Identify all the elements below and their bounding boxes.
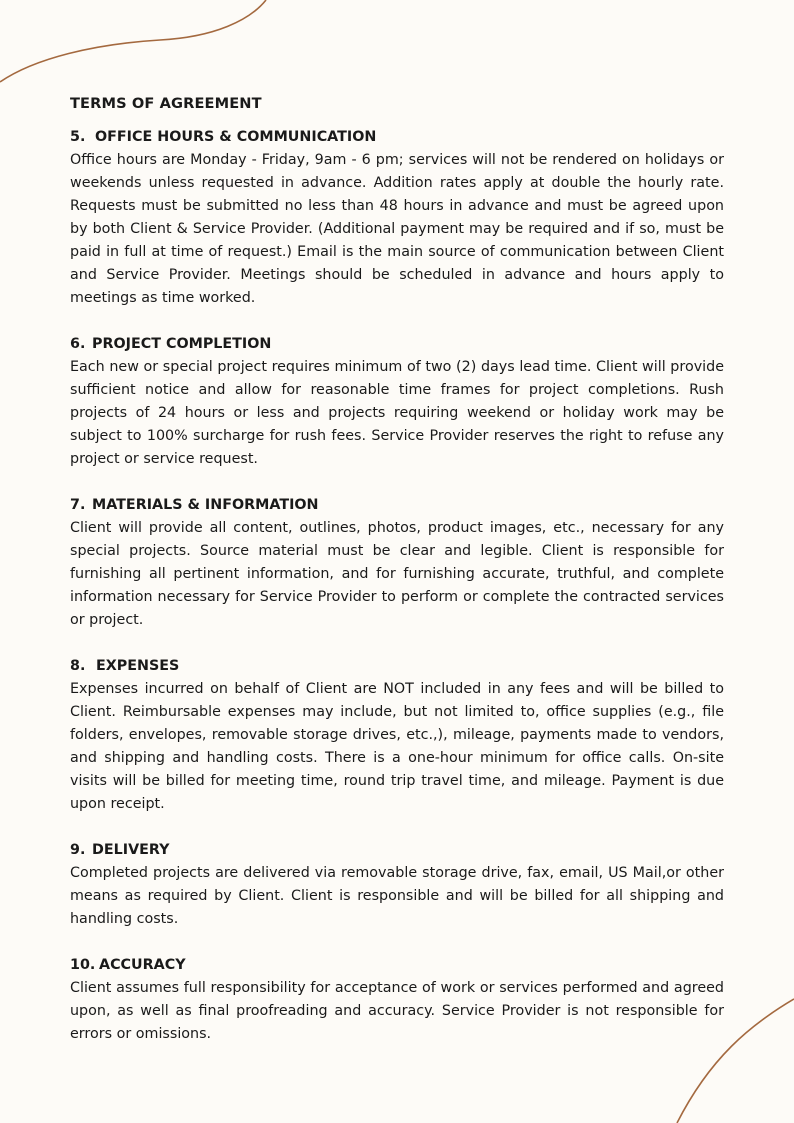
section-title: MATERIALS & INFORMATION [92, 497, 319, 513]
section-text: Client assumes full responsibility for acceptance of work or services performed and agreed upon, as well as final proofreading and accuracy. Service Provider is not responsible for errors or omissions. [70, 980, 724, 1042]
section-heading [70, 839, 724, 862]
document-body [70, 93, 724, 1069]
section-number: 8. [70, 658, 86, 674]
section-heading [70, 126, 724, 149]
section-text: Expenses incurred on behalf of Client are NOT included in any fees and will be billed to Client. Reimbursable expenses may include, but not limited to, office supplies (e.g., file folders, envelopes, removable storage drives, etc.,), mileage, payments made to vendors, and shipping and handling costs. There is a one-hour minimum for office calls. On-site visits will be billed for meeting time, round trip travel time, and mileage. Payment is due upon receipt. [70, 681, 724, 812]
section-heading [70, 494, 724, 517]
section-text: Client will provide all content, outlines, photos, product images, etc., necessary for any special projects. Source material must be clear and legible. Client is responsible for furnishing all pertinent information, and for furnishing accurate, truthful, and complete information necessary for Service Provider to perform or complete the contracted services or project. [70, 520, 724, 628]
section-title: DELIVERY [92, 842, 170, 858]
section-expenses [70, 655, 724, 816]
document-title: TERMS OF AGREEMENT [70, 95, 262, 112]
section-heading [70, 333, 724, 356]
section-number: 7. [70, 497, 86, 513]
section-text: Office hours are Monday - Friday, 9am - 6 pm; services will not be rendered on holidays or weekends unless requested in advance. Addition rates apply at double the hourly rate. Requests must be submitted no less than 48 hours in advance and must be agreed upon by both Client & Service Provider. (Additional payment may be required and if so, must be paid in full at time of request.) Email is the main source of communication between Client and Service Provider. Meetings should be scheduled in advance and hours apply to meetings as time worked. [70, 152, 724, 306]
section-text: Completed projects are delivered via removable storage drive, fax, email, US Mail,or other means as required by Client. Client is responsible and will be billed for all shipping and handling costs. [70, 865, 724, 927]
section-office-hours [70, 126, 724, 310]
section-title: PROJECT COMPLETION [92, 336, 272, 352]
section-delivery [70, 839, 724, 931]
section-accuracy [70, 954, 724, 1046]
section-title: OFFICE HOURS & COMMUNICATION [95, 129, 377, 145]
section-number: 5. [70, 129, 86, 145]
section-title: EXPENSES [96, 658, 180, 674]
top-left-curve [0, 0, 266, 82]
section-materials-information [70, 494, 724, 632]
section-number: 6. [70, 336, 86, 352]
section-title: ACCURACY [99, 957, 186, 973]
section-text: Each new or special project requires minimum of two (2) days lead time. Client will provide sufficient notice and allow for reasonable time frames for project completions. Rush projects of 24 hours or less and projects requiring weekend or holiday work may be subject to 100% surcharge for rush fees. Service Provider reserves the right to refuse any project or service request. [70, 359, 724, 467]
section-heading [70, 954, 724, 977]
section-number: 10. [70, 957, 96, 973]
section-project-completion [70, 333, 724, 471]
section-number: 9. [70, 842, 86, 858]
section-heading [70, 655, 724, 678]
